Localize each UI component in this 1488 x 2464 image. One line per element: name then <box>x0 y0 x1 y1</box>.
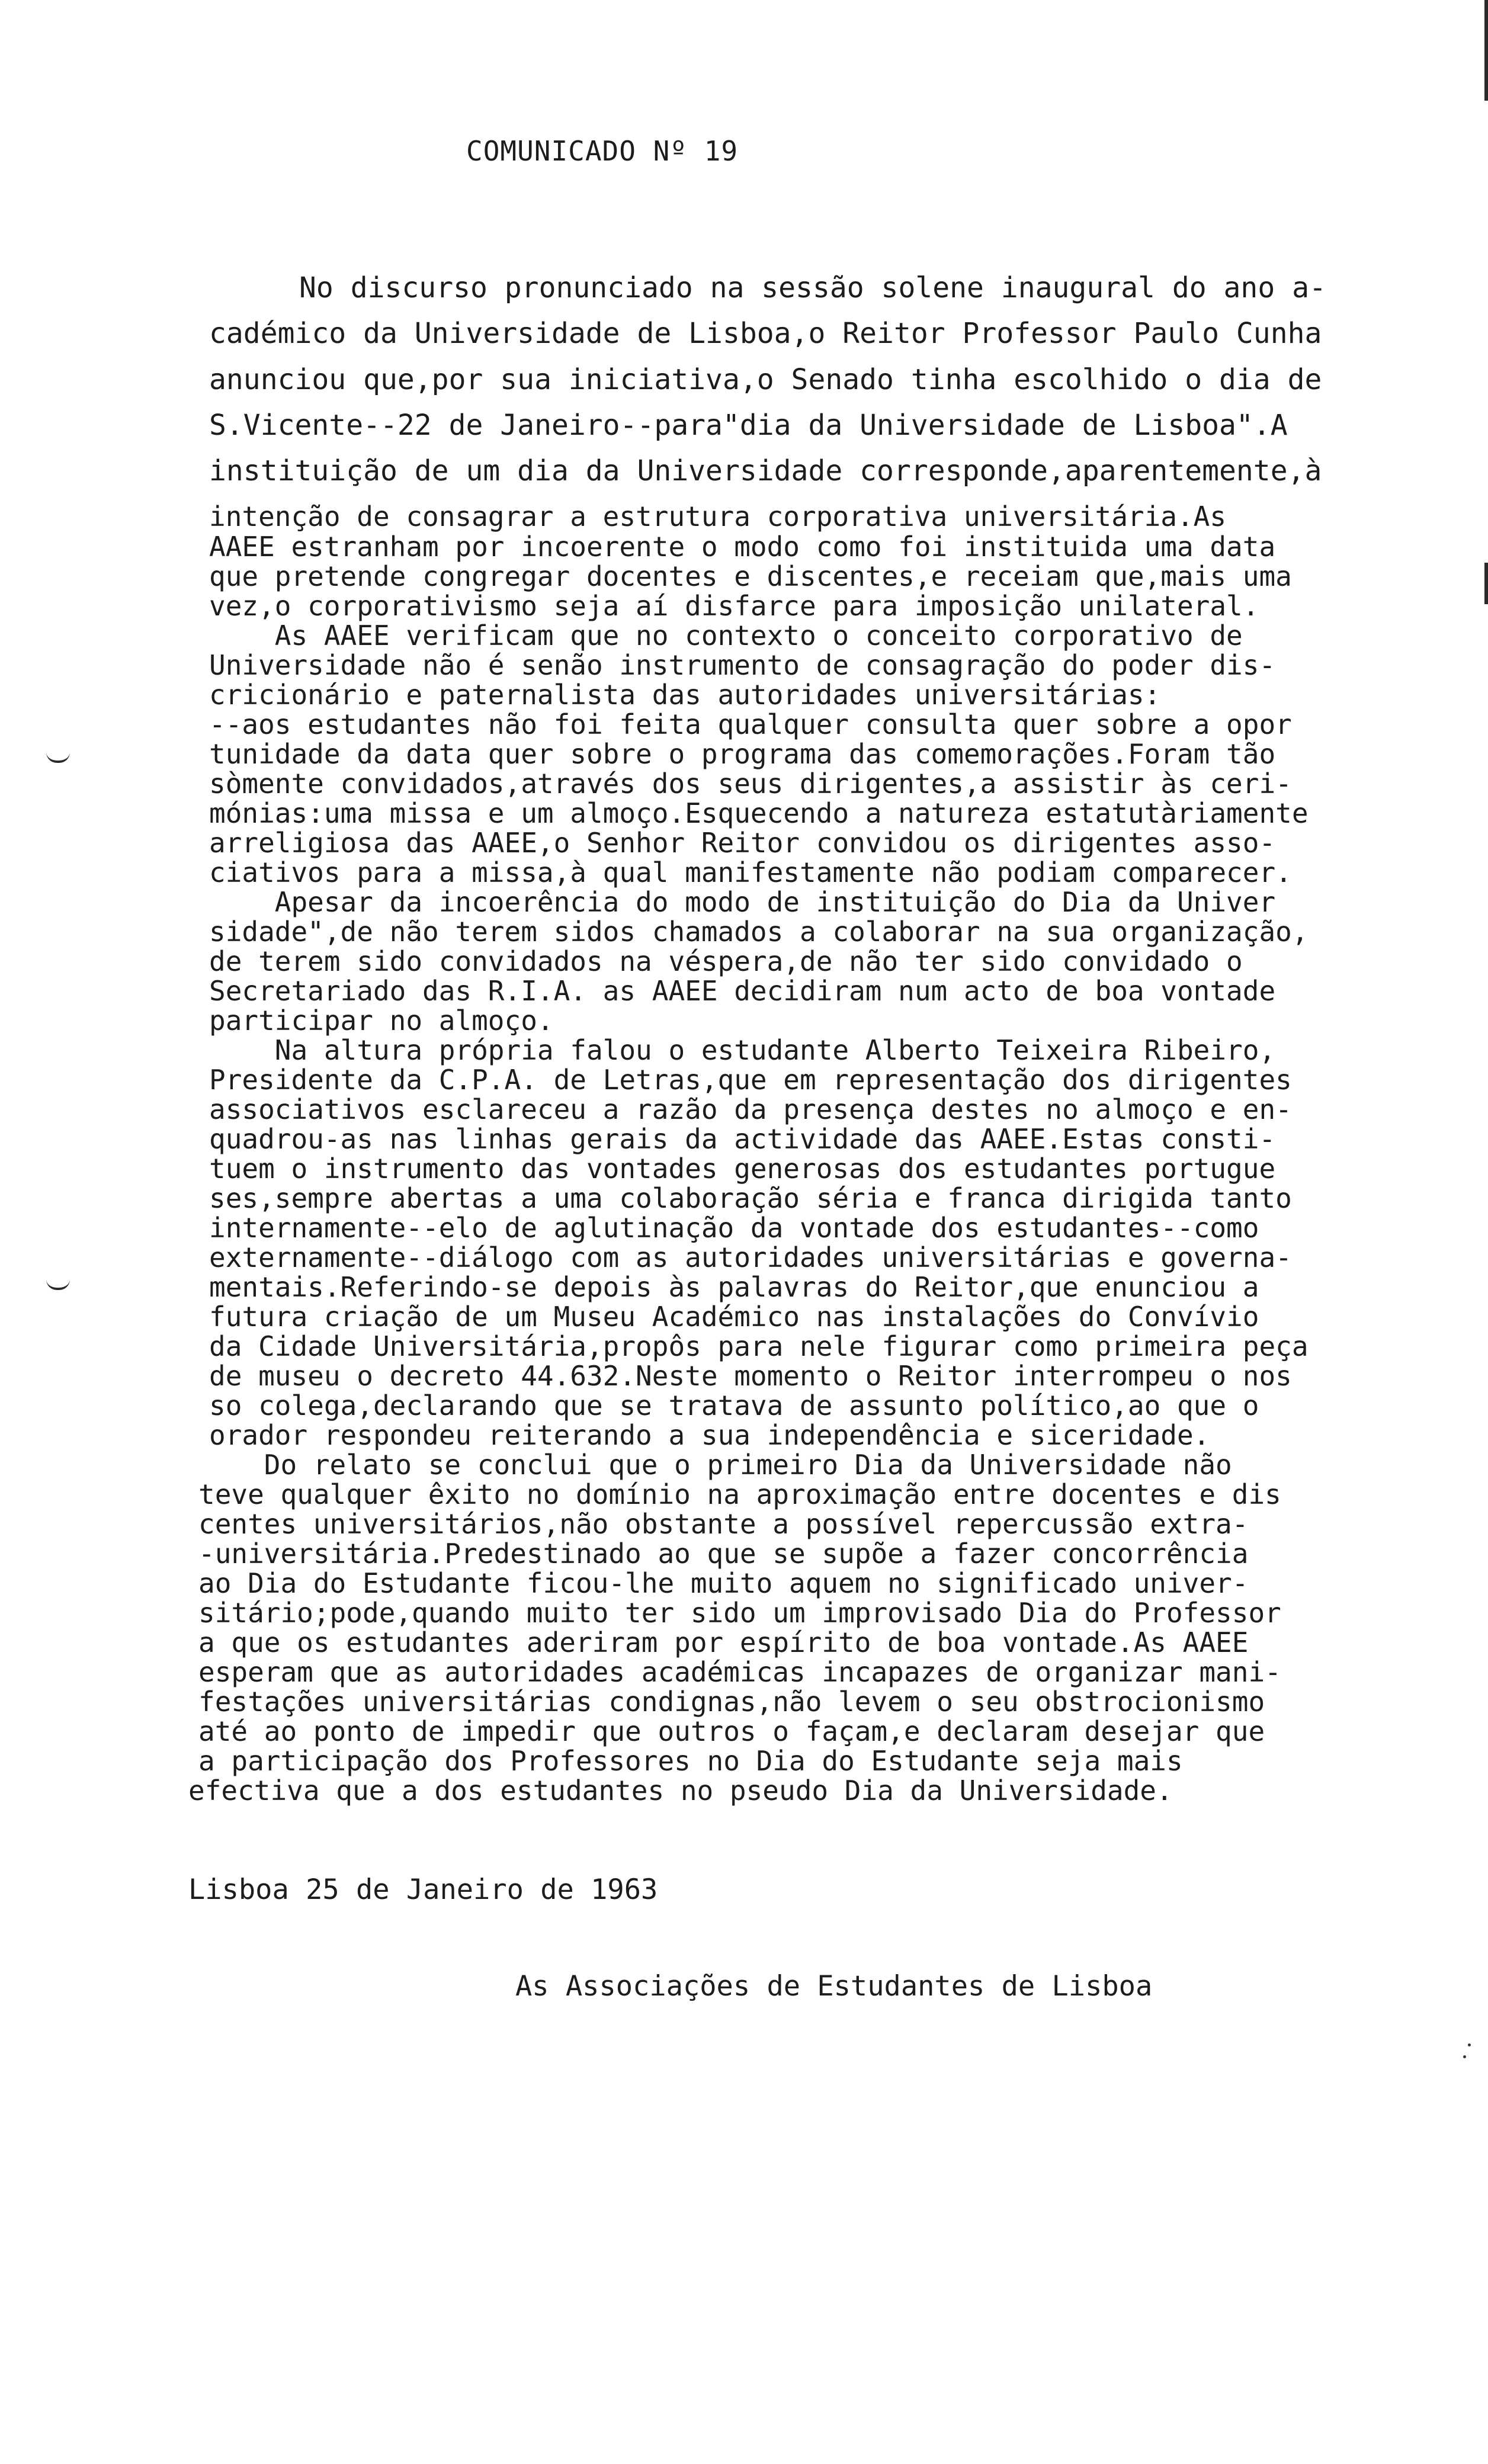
body-line: orador respondeu reiterando a sua independência e siceridade. <box>209 1419 1210 1451</box>
body-line: -universitária.Predestinado ao que se supõe a fazer concorrência <box>198 1538 1249 1570</box>
speck <box>1468 2043 1471 2046</box>
body-line: efectiva que a dos estudantes no pseudo Dia da Universidade. <box>188 1775 1173 1807</box>
body-line: cadémico da Universidade de Lisboa,o Reitor Professor Paulo Cunha <box>209 317 1322 350</box>
body-line: quadrou-as nas linhas gerais da actividade das AAEE.Estas consti- <box>209 1123 1276 1155</box>
body-line: tuem o instrumento das vontades generosas dos estudantes portugue <box>209 1153 1276 1185</box>
page-edge-shadow <box>1484 563 1488 604</box>
body-line: associativos esclareceu a razão da presença destes no almoço e en- <box>209 1093 1292 1125</box>
body-line: Na altura própria falou o estudante Alberto Teixeira Ribeiro, <box>209 1034 1276 1066</box>
body-line: tunidade da data quer sobre o programa das comemorações.Foram tão <box>209 738 1276 770</box>
body-line: sidade",de não terem sidos chamados a colaborar na sua organização, <box>209 916 1309 948</box>
body-line: mónias:uma missa e um almoço.Esquecendo a natureza estatutàriamente <box>209 797 1309 829</box>
body-line: teve qualquer êxito no domínio na aproximação entre docentes e dis <box>198 1478 1281 1510</box>
body-line: --aos estudantes não foi feita qualquer consulta quer sobre a opor <box>209 708 1292 740</box>
body-line: centes universitários,não obstante a possível repercussão extra- <box>198 1508 1249 1540</box>
body-line: AAEE estranham por incoerente o modo como foi instituida uma data <box>209 531 1276 563</box>
body-line: festações universitárias condignas,não levem o seu obstrocionismo <box>198 1686 1265 1718</box>
speck <box>1463 2055 1466 2058</box>
body-line: arreligiosa das AAEE,o Senhor Reitor convidou os dirigentes asso- <box>209 827 1276 859</box>
body-line: No discurso pronunciado na sessão solene inaugural do ano a- <box>299 271 1326 304</box>
body-line: anunciou que,por sua iniciativa,o Senado tinha escolhido o dia de <box>209 363 1322 396</box>
body-line: sòmente convidados,através dos seus dirigentes,a assistir às ceri- <box>209 768 1292 800</box>
body-line: de museu o decreto 44.632.Neste momento o Reitor interrompeu o nos <box>209 1360 1292 1392</box>
body-line: esperam que as autoridades académicas incapazes de organizar mani- <box>198 1656 1281 1688</box>
signature-line: As Associações de Estudantes de Lisboa <box>515 1970 1153 2003</box>
body-line: de terem sido convidados na véspera,de não ter sido convidado o <box>209 945 1243 977</box>
page-edge-shadow <box>1484 0 1488 101</box>
body-line: a que os estudantes aderiram por espírito de boa vontade.As AAEE <box>198 1626 1249 1658</box>
body-line: Do relato se conclui que o primeiro Dia da Universidade não <box>198 1449 1232 1481</box>
body-line: mentais.Referindo-se depois às palavras do Reitor,que enunciou a <box>209 1271 1259 1303</box>
body-line: intenção de consagrar a estrutura corporativa universitária.As <box>209 500 1227 532</box>
body-line: externamente--diálogo com as autoridades universitárias e governa- <box>209 1241 1292 1273</box>
body-line: S.Vicente--22 de Janeiro--para"dia da Universidade de Lisboa".A <box>209 409 1288 442</box>
body-line: até ao ponto de impedir que outros o façam,e declaram desejar que <box>198 1715 1265 1747</box>
body-line: que pretende congregar docentes e discentes,e receiam que,mais uma <box>209 560 1292 592</box>
body-line: Apesar da incoerência do modo de instituição do Dia da Univer <box>209 886 1276 918</box>
body-line: Secretariado das R.I.A. as AAEE decidiram num acto de boa vontade <box>209 975 1276 1007</box>
margin-mark <box>46 1279 70 1290</box>
body-line: so colega,declarando que se tratava de assunto político,ao que o <box>209 1390 1259 1422</box>
body-line: internamente--elo de aglutinação da vontade dos estudantes--como <box>209 1212 1259 1244</box>
body-line: futura criação de um Museu Académico nas instalações do Convívio <box>209 1301 1259 1333</box>
margin-mark <box>46 752 70 763</box>
body-line: participar no almoço. <box>209 1005 554 1037</box>
document-title: COMUNICADO Nº 19 <box>466 135 739 167</box>
body-line: ciativos para a missa,à qual manifestamente não podiam comparecer. <box>209 856 1292 888</box>
body-line: sitário;pode,quando muito ter sido um improvisado Dia do Professor <box>198 1597 1281 1629</box>
body-line: a participação dos Professores no Dia do Estudante seja mais <box>198 1745 1183 1777</box>
body-line: Universidade não é senão instrumento de consagração do poder dis- <box>209 649 1276 681</box>
body-line: vez,o corporativismo seja aí disfarce para imposição unilateral. <box>209 590 1259 622</box>
body-line: instituição de um dia da Universidade corresponde,aparentemente,à <box>209 454 1322 487</box>
date-line: Lisboa 25 de Janeiro de 1963 <box>188 1873 658 1906</box>
body-line: Presidente da C.P.A. de Letras,que em representação dos dirigentes <box>209 1064 1292 1096</box>
body-line: As AAEE verificam que no contexto o conceito corporativo de <box>209 620 1243 652</box>
body-line: ses,sempre abertas a uma colaboração séria e franca dirigida tanto <box>209 1182 1292 1214</box>
body-line: ao Dia do Estudante ficou-lhe muito aquem no significado univer- <box>198 1567 1249 1599</box>
body-line: da Cidade Universitária,propôs para nele figurar como primeira peça <box>209 1330 1309 1362</box>
body-line: cricionário e paternalista das autoridades universitárias: <box>209 679 1161 711</box>
